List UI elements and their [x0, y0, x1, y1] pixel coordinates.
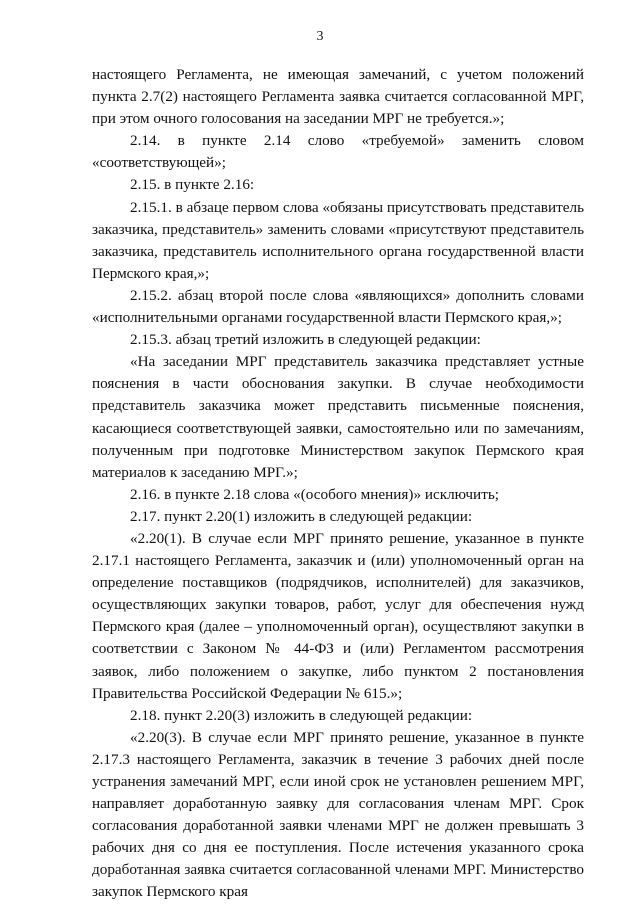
paragraph-2-17: 2.17. пункт 2.20(1) изложить в следующей редакции:	[130, 507, 473, 525]
paragraph-quote-meeting: «На заседании МРГ представитель заказчика представляет устные пояснения в части обоснования закупки. В случае необходимости представитель заказчика может представить письменные пояснения, касающиеся соответствующей заявки, самостоятельно или по замечаниям, полученным при подготовке Министерством закупок Пермского края материалов к заседанию МРГ.»;	[92, 353, 584, 481]
document-body	[92, 64, 584, 904]
paragraph-2-14: 2.14. в пункте 2.14 слово «требуемой» заменить словом «соответствующей»;	[92, 132, 584, 172]
paragraph-quote-2-20-3: «2.20(3). В случае если МРГ принято решение, указанное в пункте 2.17.3 настоящего Регламента, заказчик в течение 3 рабочих дней после устранения замечаний МРГ, если иной срок не установлен решением МРГ, направляет доработанную заявку для согласования членам МРГ. Срок согласования доработанной заявки членами МРГ не должен превышать 3 рабочих дня со дня ее поступления. После истечения указанного срока доработанная заявка считается согласованной членами МРГ. Министерство закупок Пермского края	[92, 728, 584, 901]
paragraph-2-15: 2.15. в пункте 2.16:	[130, 176, 255, 194]
paragraph-2-15-3: 2.15.3. абзац третий изложить в следующей редакции:	[130, 331, 481, 349]
paragraph-2-15-1: 2.15.1. в абзаце первом слова «обязаны присутствовать представитель заказчика, представитель» заменить словами «присутствуют представитель заказчика, представитель исполнительного органа государственной власти Пермского края,»;	[92, 198, 584, 282]
paragraph-2-15-2: 2.15.2. абзац второй после слова «являющихся» дополнить словами «исполнительными органами государственной власти Пермского края,»;	[92, 286, 584, 327]
paragraph-continuation: настоящего Регламента, не имеющая замечаний, с учетом положений пункта 2.7(2) настоящего Регламента заявка считается согласованной МРГ, при этом очного голосования на заседании МРГ не требуется.»;	[92, 66, 584, 128]
paragraph-2-18: 2.18. пункт 2.20(3) изложить в следующей редакции:	[130, 706, 473, 724]
paragraph-quote-2-20-1: «2.20(1). В случае если МРГ принято решение, указанное в пункте 2.17.1 настоящего Регламента, заказчик и (или) уполномоченный орган на определение поставщиков (подрядчиков, исполнителей) для заказчиков, осуществляющих закупки товаров, работ, услуг для обеспечения нужд Пермского края (далее – уполномоченный орган), осуществляют закупки в соответствии с Законом № 44-ФЗ и (или) Регламентом рассмотрения заявок, либо положением о закупке, либо пунктом 2 постановления Правительства Российской Федерации № 615.»;	[92, 529, 584, 702]
page-number: 3	[316, 29, 324, 44]
paragraph-2-16: 2.16. в пункте 2.18 слова «(особого мнения)» исключить;	[130, 485, 499, 503]
